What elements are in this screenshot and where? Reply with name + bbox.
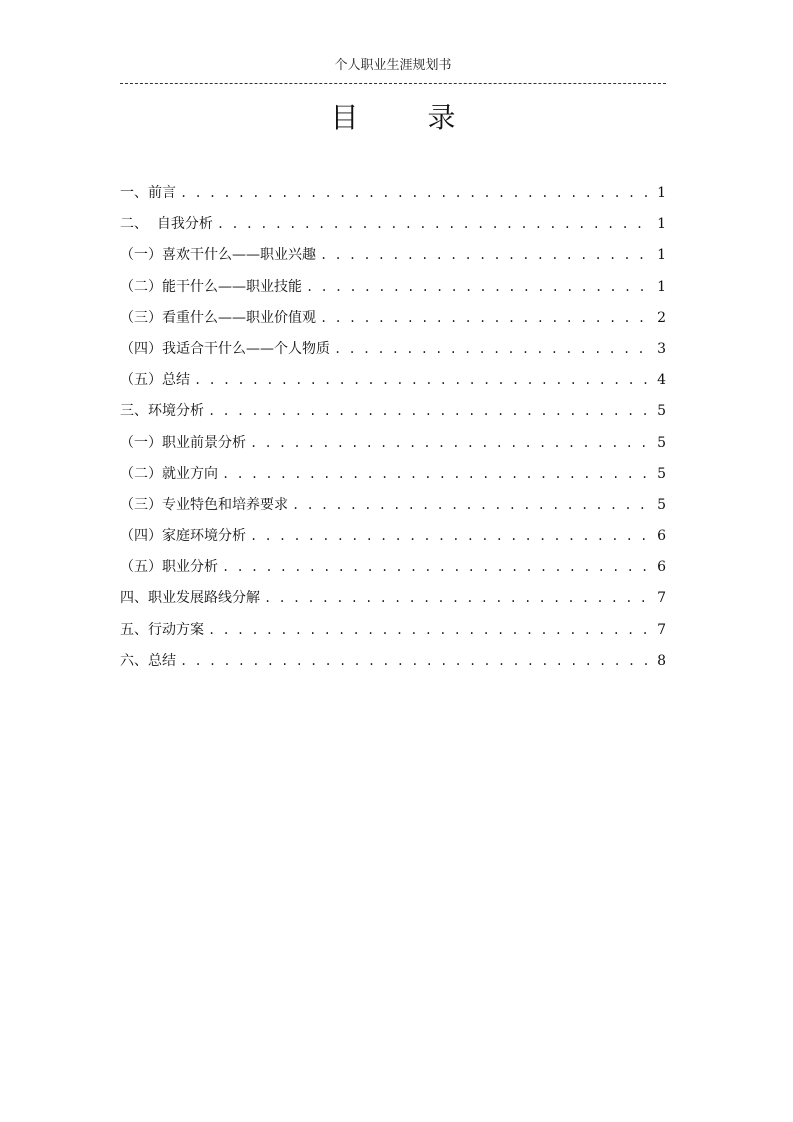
toc-entry-label: （一）喜欢干什么——职业兴趣 <box>120 247 316 264</box>
toc-entry-label: 五、行动方案 <box>120 621 204 638</box>
toc-entry-label: 二、 自我分析 <box>120 216 213 233</box>
toc-page-number: 7 <box>657 621 666 638</box>
toc-entry[interactable] <box>120 490 666 521</box>
toc-dot-leader <box>222 459 653 490</box>
toc-page-number: 5 <box>657 496 666 513</box>
toc-entry[interactable] <box>120 303 666 334</box>
toc-page-number: 5 <box>657 403 666 420</box>
toc-dot-leader <box>306 272 653 303</box>
toc-dot-leader <box>320 303 653 334</box>
toc-entry[interactable] <box>120 365 666 396</box>
toc-entry-label: （一）职业前景分析 <box>120 434 246 451</box>
toc-entry-label: （三）看重什么——职业价值观 <box>120 309 316 326</box>
toc-entry-label: 一、前言 <box>120 185 176 201</box>
toc-page-number: 5 <box>657 465 666 482</box>
toc-entry-label: 四、职业发展路线分解 <box>120 590 260 607</box>
toc-entry[interactable] <box>120 428 666 459</box>
toc-page-number: 1 <box>657 278 666 295</box>
toc-page-number: 6 <box>657 559 666 576</box>
toc-dot-leader <box>180 646 653 677</box>
toc-page-number: 7 <box>657 590 666 607</box>
toc-dot-leader <box>250 521 653 552</box>
toc-entry[interactable] <box>120 209 666 240</box>
toc-dot-leader <box>180 178 653 209</box>
toc-entry[interactable] <box>120 272 666 303</box>
toc-entry[interactable] <box>120 459 666 490</box>
toc-dot-leader <box>264 583 653 614</box>
toc-dot-leader <box>250 428 653 459</box>
toc-dot-leader <box>334 334 653 365</box>
header-divider <box>120 83 666 84</box>
toc-dot-leader <box>208 396 653 427</box>
toc-page-number: 5 <box>657 434 666 451</box>
toc-entry[interactable] <box>120 552 666 583</box>
toc-entry-label: （四）家庭环境分析 <box>120 528 246 545</box>
toc-dot-leader <box>194 365 653 396</box>
toc-dot-leader <box>217 209 653 240</box>
toc-entry[interactable] <box>120 240 666 271</box>
toc-entry[interactable] <box>120 615 666 646</box>
toc-entry[interactable] <box>120 396 666 427</box>
toc-page-number: 4 <box>657 372 666 389</box>
toc-page-number: 3 <box>657 340 666 357</box>
toc-entry[interactable] <box>120 646 666 677</box>
toc-entry-label: 三、环境分析 <box>120 403 204 420</box>
toc-entry-label: （五）职业分析 <box>120 559 218 576</box>
toc-dot-leader <box>208 615 653 646</box>
toc-page-number: 2 <box>657 309 666 326</box>
toc-dot-leader <box>320 240 653 271</box>
toc-entry-label: （四）我适合干什么——个人物质 <box>120 340 330 357</box>
toc-entry-label: （二）能干什么——职业技能 <box>120 278 302 295</box>
toc-entry[interactable] <box>120 178 666 209</box>
table-of-contents <box>120 178 666 677</box>
toc-entry-label: （二）就业方向 <box>120 465 218 482</box>
toc-dot-leader <box>222 552 653 583</box>
toc-entry[interactable] <box>120 334 666 365</box>
toc-page-number: 1 <box>657 216 666 233</box>
toc-entry-label: 六、总结 <box>120 652 176 669</box>
toc-page-number: 1 <box>657 247 666 264</box>
toc-entry-label: （三）专业特色和培养要求 <box>120 496 288 513</box>
toc-page-number: 6 <box>657 528 666 545</box>
toc-entry[interactable] <box>120 521 666 552</box>
toc-title: 目 录 <box>330 101 486 134</box>
toc-entry[interactable] <box>120 583 666 614</box>
toc-page-number: 1 <box>657 185 666 201</box>
toc-dot-leader <box>292 490 653 521</box>
toc-page-number: 8 <box>657 652 666 669</box>
page-header-title: 个人职业生涯规划书 <box>334 58 452 73</box>
toc-entry-label: （五）总结 <box>120 372 190 389</box>
